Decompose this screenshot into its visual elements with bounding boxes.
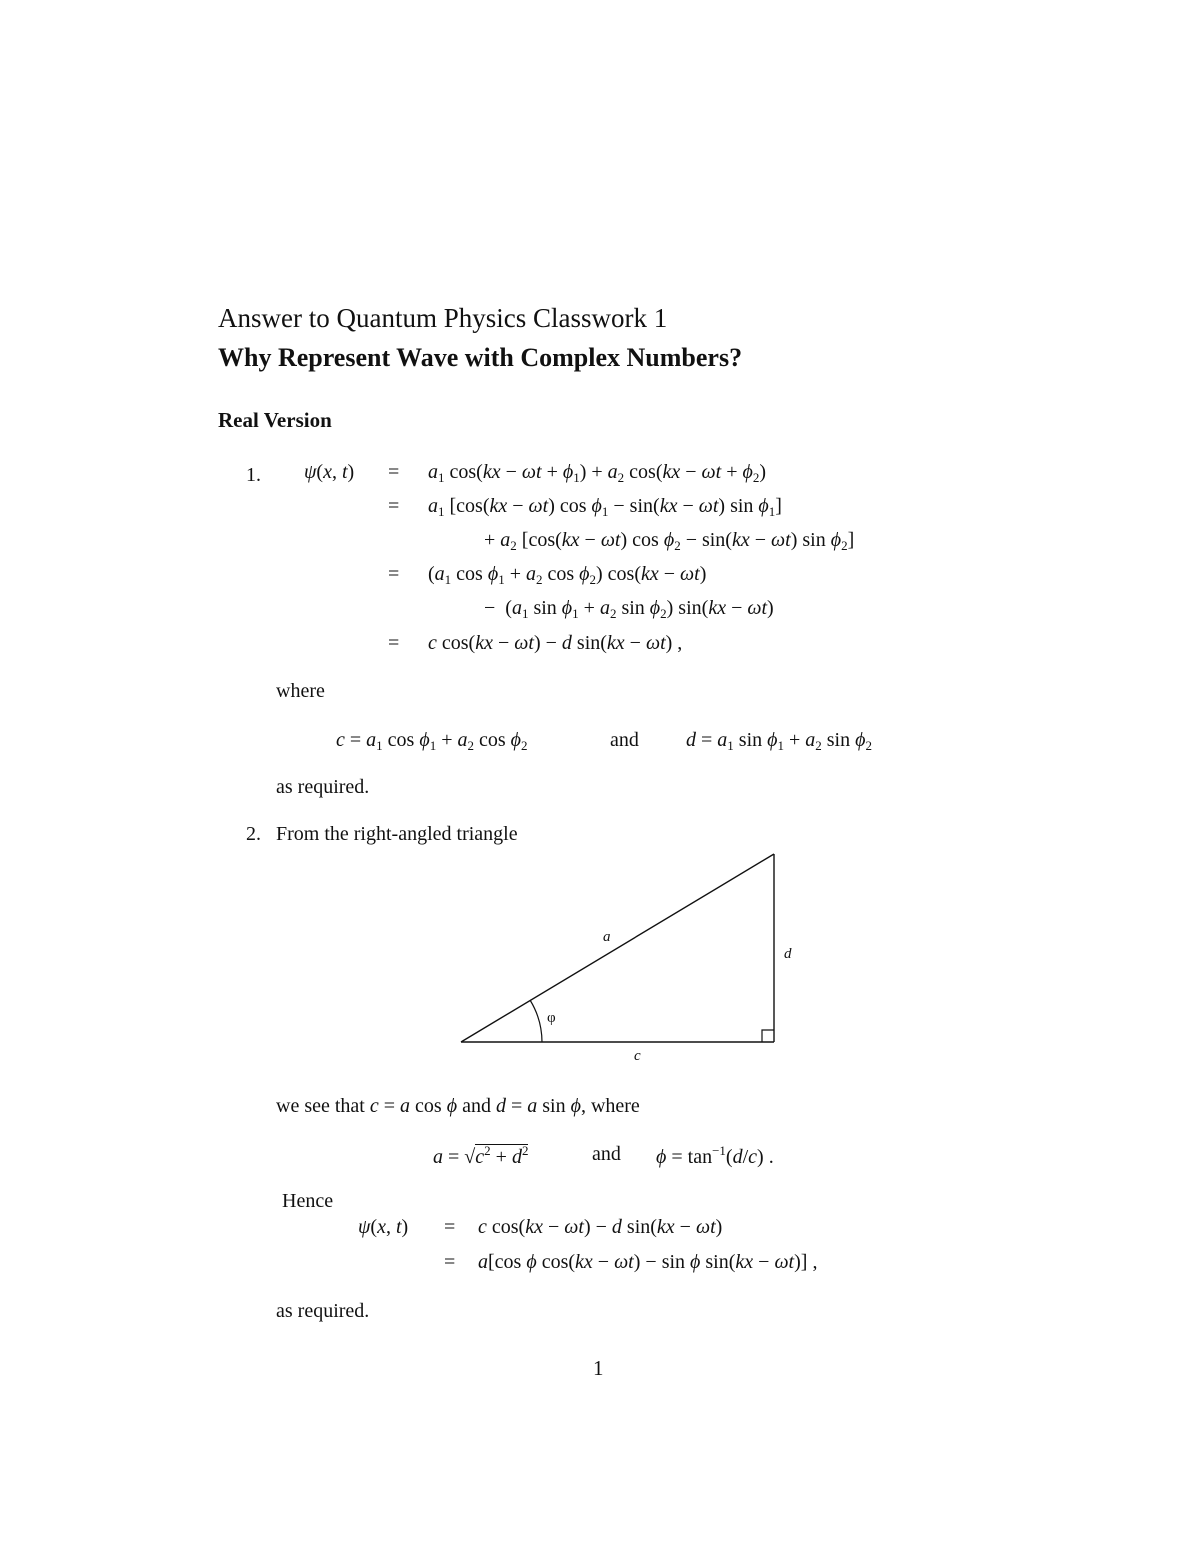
equation2-line-1: c cos(kx − ωt) − d sin(kx − ωt) bbox=[478, 1216, 723, 1238]
we-see-text: we see that bbox=[276, 1095, 365, 1117]
equation-line-6: c cos(kx − ωt) − d sin(kx − ωt) , bbox=[428, 632, 683, 654]
equation-line-4: ($a_1$ $\cos \phi_1 + a_2$ $\cos \phi_2$) cos(kx − ωt) bbox=[428, 563, 707, 587]
we-see-line: we see that c = a cos ϕ and d = a sin ϕ, where bbox=[276, 1095, 640, 1117]
c-definition: $c = a_1$ $\cos \phi_1 + a_2$ $\cos \phi_2$ bbox=[336, 729, 528, 753]
equals-sign: = bbox=[444, 1251, 456, 1273]
hypotenuse-label: a bbox=[603, 929, 611, 945]
equals-sign: = bbox=[388, 563, 400, 585]
document-subtitle: Why Represent Wave with Complex Numbers? bbox=[218, 343, 743, 372]
equation-line-3: + $a_2$ [cos(kx − ωt) $\cos \phi_2 - \sin(kx - \omega t)$ $\sin \phi_2$] bbox=[484, 529, 855, 553]
opposite-label: d bbox=[784, 946, 792, 962]
equation-line-2: $a_1$ [cos(kx − ωt) $\cos \phi_1 - \sin(kx - \omega t)$ $\sin \phi_1$] bbox=[428, 495, 782, 519]
equals-sign: = bbox=[388, 632, 400, 654]
where-text: where bbox=[276, 680, 325, 702]
and-text: and bbox=[462, 1095, 491, 1117]
equation-line-1: $a_1$ $\cos(kx - \omega t + \phi_1) + a_2$ $\cos(kx - \omega t + \phi_2)$ bbox=[428, 461, 767, 485]
equals-sign: = bbox=[444, 1216, 456, 1238]
page-number: 1 bbox=[593, 1356, 604, 1380]
section-heading: Real Version bbox=[218, 408, 332, 432]
item-number-1: 1. bbox=[246, 464, 261, 486]
hence-text: Hence bbox=[282, 1190, 334, 1212]
angle-arc bbox=[530, 1000, 542, 1042]
d-definition: $d = a_1$ $\sin \phi_1 + a_2$ $\sin \phi_2$ bbox=[686, 729, 872, 753]
equation-lhs: ψ(x, t) bbox=[304, 461, 355, 483]
adjacent-label: c bbox=[634, 1048, 641, 1064]
equation2-line-2: a[cos ϕ cos(kx − ωt) − sin ϕ sin(kx − ωt)] , bbox=[478, 1251, 818, 1273]
and-text: and bbox=[610, 729, 639, 751]
equation-line-5: − ($a_1$ $\sin \phi_1 + a_2$ $\sin \phi_2$) sin(kx − ωt) bbox=[484, 597, 774, 621]
phi-definition: $\phi = \tan^{-1}(d/c)$ . bbox=[656, 1143, 774, 1168]
and-text-2: and bbox=[592, 1143, 621, 1165]
equation2-lhs: ψ(x, t) bbox=[358, 1216, 409, 1238]
right-angle-marker bbox=[762, 1030, 774, 1042]
where-text: , where bbox=[580, 1095, 640, 1117]
item-number-2: 2. bbox=[246, 823, 261, 845]
equals-sign: = bbox=[388, 495, 400, 517]
as-required-text: as required. bbox=[276, 776, 370, 798]
triangle-hypotenuse-line bbox=[461, 854, 774, 1042]
a-definition: $a = √c^2 + d^2$ bbox=[433, 1143, 529, 1168]
as-required-text-2: as required. bbox=[276, 1300, 370, 1322]
document-title: Answer to Quantum Physics Classwork 1 bbox=[218, 303, 668, 333]
item2-intro: From the right-angled triangle bbox=[276, 823, 518, 845]
equals-sign: = bbox=[388, 461, 400, 483]
angle-label: φ bbox=[547, 1010, 556, 1026]
